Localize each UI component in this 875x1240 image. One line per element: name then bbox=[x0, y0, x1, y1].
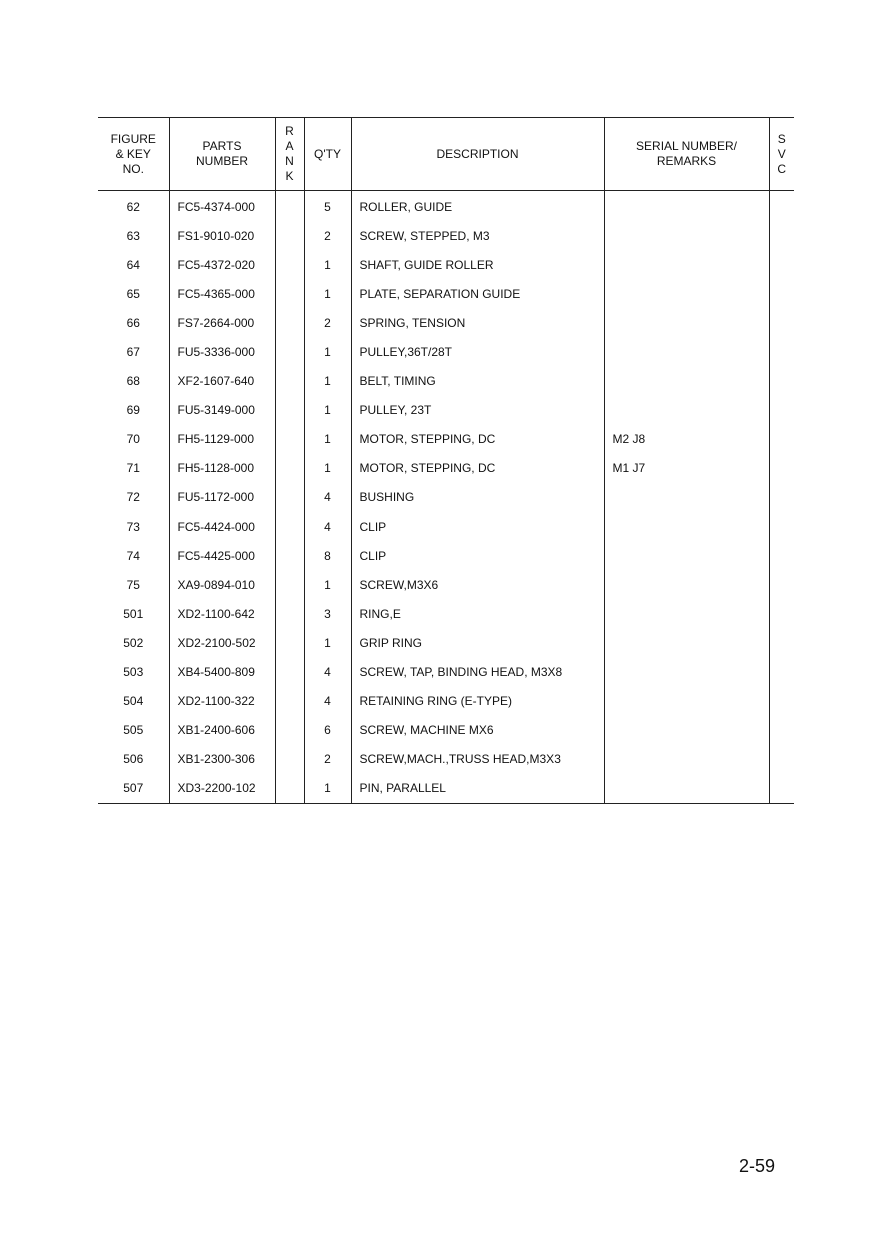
parts-number-cell: FC5-4424-000 bbox=[169, 512, 275, 541]
qty-cell: 3 bbox=[304, 599, 351, 628]
rank-cell bbox=[275, 512, 304, 541]
parts-number-cell: XD2-1100-642 bbox=[169, 599, 275, 628]
qty-cell: 8 bbox=[304, 541, 351, 570]
serial-remarks-cell bbox=[604, 367, 769, 396]
parts-number-cell: FU5-1172-000 bbox=[169, 483, 275, 512]
figure-key-cell: 506 bbox=[123, 752, 144, 767]
table-row bbox=[98, 483, 794, 512]
description-cell: BUSHING bbox=[351, 483, 604, 512]
figure-key-cell: 64 bbox=[126, 257, 140, 272]
qty-cell: 6 bbox=[304, 716, 351, 745]
qty-cell: 1 bbox=[304, 250, 351, 279]
serial-remarks-cell bbox=[604, 570, 769, 599]
serial-remarks-cell bbox=[604, 541, 769, 570]
svc-cell bbox=[769, 570, 794, 599]
figure-key-cell: 66 bbox=[126, 315, 140, 330]
serial-remarks-cell bbox=[604, 308, 769, 337]
svc-cell bbox=[769, 512, 794, 541]
qty-cell: 2 bbox=[304, 221, 351, 250]
table-row bbox=[98, 628, 794, 657]
header-svc: S V C bbox=[769, 118, 794, 191]
table-row bbox=[98, 425, 794, 454]
parts-number-cell: XA9-0894-010 bbox=[169, 570, 275, 599]
description-cell: RING,E bbox=[351, 599, 604, 628]
header-row bbox=[98, 118, 794, 191]
description-cell: SPRING, TENSION bbox=[351, 308, 604, 337]
svc-cell bbox=[769, 308, 794, 337]
rank-cell bbox=[275, 570, 304, 599]
serial-remarks-cell bbox=[604, 745, 769, 774]
serial-remarks-cell bbox=[604, 628, 769, 657]
svc-cell bbox=[769, 599, 794, 628]
qty-cell: 1 bbox=[304, 774, 351, 804]
qty-cell: 1 bbox=[304, 337, 351, 366]
table-body bbox=[98, 191, 794, 804]
rank-cell bbox=[275, 687, 304, 716]
figure-key-cell: 63 bbox=[126, 228, 140, 243]
header-parts-number: PARTS NUMBER bbox=[169, 118, 275, 191]
svc-cell bbox=[769, 396, 794, 425]
description-cell: SCREW, MACHINE MX6 bbox=[351, 716, 604, 745]
header-description: DESCRIPTION bbox=[351, 118, 604, 191]
description-cell: SHAFT, GUIDE ROLLER bbox=[351, 250, 604, 279]
qty-cell: 4 bbox=[304, 483, 351, 512]
svc-cell bbox=[769, 658, 794, 687]
table-row bbox=[98, 658, 794, 687]
header-qty: Q'TY bbox=[304, 118, 351, 191]
description-cell: SCREW, TAP, BINDING HEAD, M3X8 bbox=[351, 658, 604, 687]
figure-key-cell: 74 bbox=[126, 548, 140, 563]
description-cell: SCREW,MACH.,TRUSS HEAD,M3X3 bbox=[351, 745, 604, 774]
table-row bbox=[98, 308, 794, 337]
figure-key-cell: 75 bbox=[126, 577, 140, 592]
rank-cell bbox=[275, 367, 304, 396]
table-row bbox=[98, 541, 794, 570]
parts-number-cell: FC5-4372-020 bbox=[169, 250, 275, 279]
rank-cell bbox=[275, 541, 304, 570]
serial-remarks-cell bbox=[604, 250, 769, 279]
figure-key-cell: 502 bbox=[123, 635, 144, 650]
rank-cell bbox=[275, 454, 304, 483]
parts-number-cell: XB4-5400-809 bbox=[169, 658, 275, 687]
table-row bbox=[98, 687, 794, 716]
description-cell: SCREW,M3X6 bbox=[351, 570, 604, 599]
figure-key-cell: 72 bbox=[126, 490, 140, 505]
figure-key-cell: 501 bbox=[123, 606, 144, 621]
description-cell: RETAINING RING (E-TYPE) bbox=[351, 687, 604, 716]
page-number: 2-59 bbox=[738, 1156, 775, 1176]
description-cell: CLIP bbox=[351, 512, 604, 541]
svc-cell bbox=[769, 221, 794, 250]
qty-cell: 4 bbox=[304, 658, 351, 687]
figure-key-cell: 68 bbox=[126, 374, 140, 389]
table-row bbox=[98, 221, 794, 250]
svc-cell bbox=[769, 454, 794, 483]
table-header bbox=[98, 118, 794, 191]
table-row bbox=[98, 512, 794, 541]
description-cell: ROLLER, GUIDE bbox=[351, 191, 604, 222]
svc-cell bbox=[769, 628, 794, 657]
description-cell: SCREW, STEPPED, M3 bbox=[351, 221, 604, 250]
description-cell: GRIP RING bbox=[351, 628, 604, 657]
figure-key-cell: 73 bbox=[126, 519, 140, 534]
figure-key-cell: 503 bbox=[123, 665, 144, 680]
parts-number-cell: FU5-3336-000 bbox=[169, 337, 275, 366]
table-row bbox=[98, 716, 794, 745]
serial-remarks-cell bbox=[604, 396, 769, 425]
figure-key-cell: 71 bbox=[126, 461, 140, 476]
parts-number-cell: XD3-2200-102 bbox=[169, 774, 275, 804]
serial-remarks-cell bbox=[604, 483, 769, 512]
serial-remarks-cell bbox=[604, 599, 769, 628]
serial-remarks-cell bbox=[604, 687, 769, 716]
rank-cell bbox=[275, 774, 304, 804]
description-cell: CLIP bbox=[351, 541, 604, 570]
qty-cell: 5 bbox=[304, 191, 351, 222]
serial-remarks-cell bbox=[604, 191, 769, 222]
qty-cell: 2 bbox=[304, 308, 351, 337]
rank-cell bbox=[275, 250, 304, 279]
svc-cell bbox=[769, 716, 794, 745]
description-cell: PLATE, SEPARATION GUIDE bbox=[351, 279, 604, 308]
figure-key-cell: 507 bbox=[98, 774, 169, 804]
serial-remarks-cell: M2 J8 bbox=[604, 425, 769, 454]
parts-number-cell: FS1-9010-020 bbox=[169, 221, 275, 250]
svc-cell bbox=[769, 774, 794, 804]
rank-cell bbox=[275, 599, 304, 628]
figure-key-cell: 70 bbox=[126, 432, 140, 447]
header-rank: R A N K bbox=[275, 118, 304, 191]
parts-number-cell: XD2-1100-322 bbox=[169, 687, 275, 716]
serial-remarks-cell bbox=[604, 658, 769, 687]
rank-cell bbox=[275, 658, 304, 687]
rank-cell bbox=[275, 396, 304, 425]
table-row bbox=[98, 745, 794, 774]
svc-cell bbox=[769, 687, 794, 716]
table-row bbox=[98, 337, 794, 366]
figure-key-cell: 505 bbox=[123, 723, 144, 738]
serial-remarks-cell bbox=[604, 221, 769, 250]
svc-cell bbox=[769, 425, 794, 454]
qty-cell: 1 bbox=[304, 279, 351, 308]
serial-remarks-cell: M1 J7 bbox=[604, 454, 769, 483]
svc-cell bbox=[769, 191, 794, 222]
svc-cell bbox=[769, 745, 794, 774]
svc-cell bbox=[769, 337, 794, 366]
figure-key-cell: 67 bbox=[126, 345, 140, 360]
qty-cell: 1 bbox=[304, 570, 351, 599]
rank-cell bbox=[275, 221, 304, 250]
parts-number-cell: FS7-2664-000 bbox=[169, 308, 275, 337]
header-figure-key-no: FIGURE & KEY NO. bbox=[98, 118, 169, 191]
serial-remarks-cell bbox=[604, 774, 769, 804]
rank-cell bbox=[275, 716, 304, 745]
rank-cell bbox=[275, 308, 304, 337]
parts-list-table bbox=[98, 117, 794, 804]
header-serial-number-remarks: SERIAL NUMBER/ REMARKS bbox=[604, 118, 769, 191]
rank-cell bbox=[275, 628, 304, 657]
table-row bbox=[98, 599, 794, 628]
table-row bbox=[98, 396, 794, 425]
qty-cell: 4 bbox=[304, 512, 351, 541]
parts-number-cell: XB1-2300-306 bbox=[169, 745, 275, 774]
svc-cell bbox=[769, 279, 794, 308]
serial-remarks-cell bbox=[604, 337, 769, 366]
figure-key-cell: 69 bbox=[126, 403, 140, 418]
svc-cell bbox=[769, 250, 794, 279]
rank-cell bbox=[275, 191, 304, 222]
table-row bbox=[98, 774, 794, 804]
qty-cell: 1 bbox=[304, 628, 351, 657]
description-cell: MOTOR, STEPPING, DC bbox=[351, 425, 604, 454]
qty-cell: 1 bbox=[304, 396, 351, 425]
table-row bbox=[98, 279, 794, 308]
parts-number-cell: XF2-1607-640 bbox=[169, 367, 275, 396]
table-row bbox=[98, 454, 794, 483]
parts-number-cell: FH5-1128-000 bbox=[169, 454, 275, 483]
description-cell: MOTOR, STEPPING, DC bbox=[351, 454, 604, 483]
parts-number-cell: FH5-1129-000 bbox=[169, 425, 275, 454]
rank-cell bbox=[275, 425, 304, 454]
parts-number-cell: FC5-4425-000 bbox=[169, 541, 275, 570]
qty-cell: 4 bbox=[304, 687, 351, 716]
qty-cell: 2 bbox=[304, 745, 351, 774]
svc-cell bbox=[769, 541, 794, 570]
svc-cell bbox=[769, 367, 794, 396]
figure-key-cell: 62 bbox=[126, 199, 140, 214]
description-cell: PULLEY,36T/28T bbox=[351, 337, 604, 366]
serial-remarks-cell bbox=[604, 279, 769, 308]
parts-number-cell: FU5-3149-000 bbox=[169, 396, 275, 425]
table-row bbox=[98, 191, 794, 222]
table-row bbox=[98, 250, 794, 279]
rank-cell bbox=[275, 483, 304, 512]
rank-cell bbox=[275, 337, 304, 366]
figure-key-cell: 65 bbox=[126, 286, 140, 301]
serial-remarks-cell bbox=[604, 716, 769, 745]
svc-cell bbox=[769, 483, 794, 512]
parts-number-cell: FC5-4365-000 bbox=[169, 279, 275, 308]
description-cell: BELT, TIMING bbox=[351, 367, 604, 396]
description-cell: PULLEY, 23T bbox=[351, 396, 604, 425]
qty-cell: 1 bbox=[304, 454, 351, 483]
parts-number-cell: XB1-2400-606 bbox=[169, 716, 275, 745]
rank-cell bbox=[275, 745, 304, 774]
table-row bbox=[98, 367, 794, 396]
table-row bbox=[98, 570, 794, 599]
serial-remarks-cell bbox=[604, 512, 769, 541]
parts-number-cell: XD2-2100-502 bbox=[169, 628, 275, 657]
rank-cell bbox=[275, 279, 304, 308]
qty-cell: 1 bbox=[304, 425, 351, 454]
parts-number-cell: FC5-4374-000 bbox=[169, 191, 275, 222]
figure-key-cell: 504 bbox=[123, 694, 144, 709]
qty-cell: 1 bbox=[304, 367, 351, 396]
description-cell: PIN, PARALLEL bbox=[351, 774, 604, 804]
